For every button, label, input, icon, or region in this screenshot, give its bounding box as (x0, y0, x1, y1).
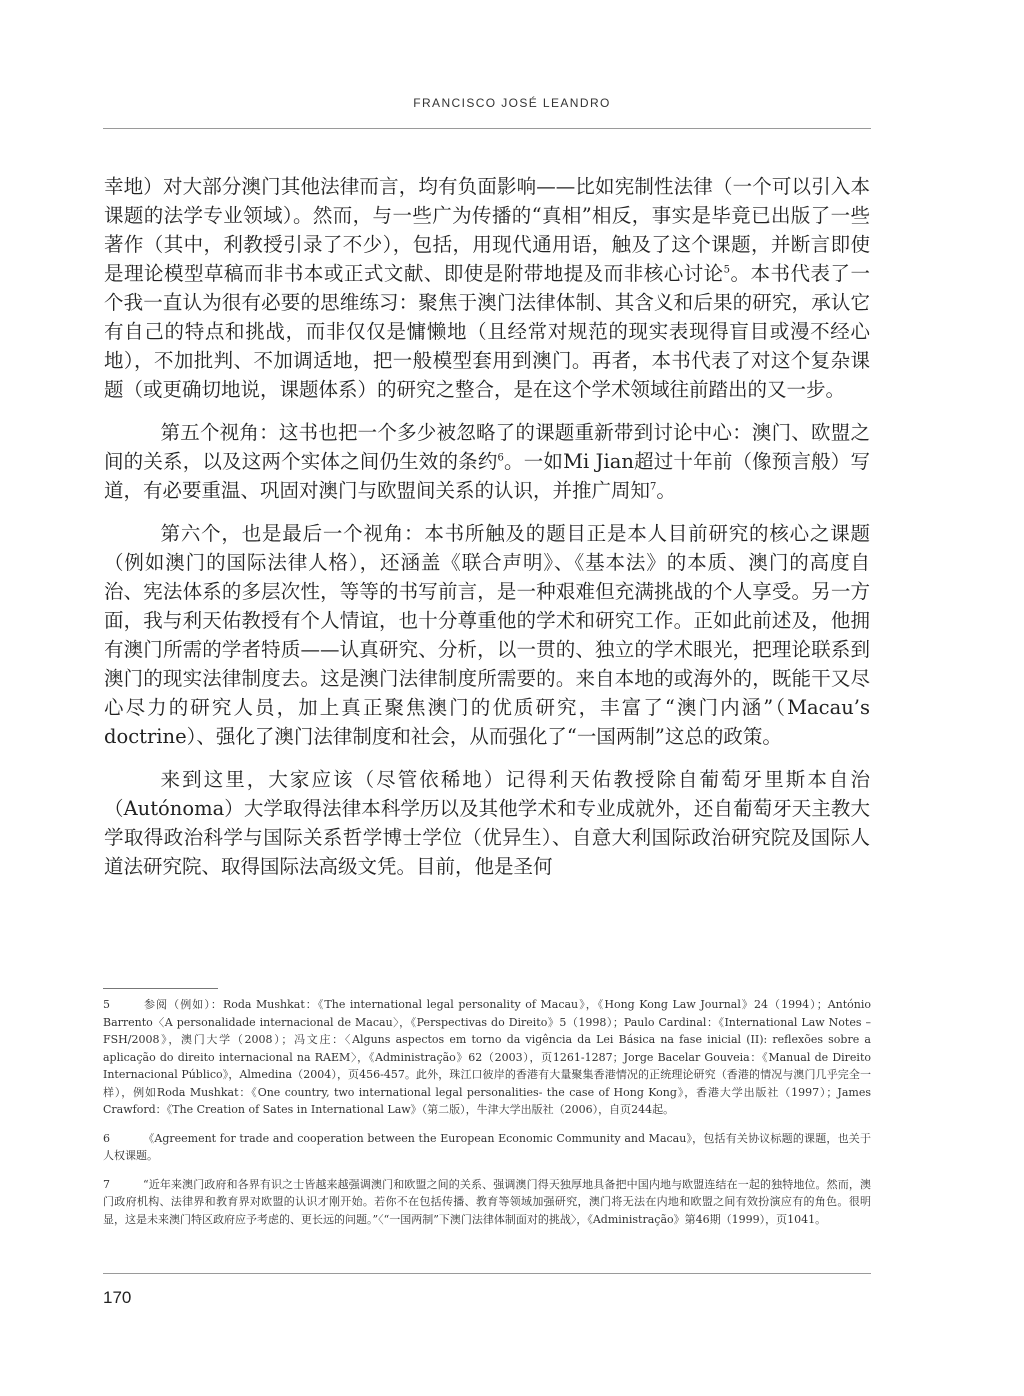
footnotes (103, 996, 871, 1239)
footer-divider (103, 1273, 871, 1274)
paragraph-text: 。一如Mi Jian超过十年前（像预言般）写道，有必要重温、巩固对澳门与欧盟间关系的认识，并推广周知 (104, 450, 870, 502)
paragraph-text: 来到这里，大家应该（尽管依稀地）记得利天佑教授除自葡萄牙里斯本自治（Autónoma）大学取得法律本科学历以及其他学术和专业成就外，还自葡萄牙天主教大学取得政治科学与国际关系哲学博士学位（优异生）、自意大利国际政治研究院及国际人道法研究院、取得国际法高级文凭。目前，他是圣何 (104, 768, 870, 878)
footnote-5 (103, 996, 871, 1119)
page-number: 170 (103, 1288, 132, 1307)
paragraph-3 (104, 519, 870, 751)
main-text (104, 172, 870, 895)
footnote-number: 6 (103, 1131, 110, 1145)
footnote-ref-6[interactable]: 6 (497, 452, 504, 464)
footnote-text: 《Agreement for trade and cooperation between the European Economic Community and Macau》，包括有关协议标题的课题，也关于人权课题。 (103, 1131, 871, 1162)
running-header: FRANCISCO JOSÉ LEANDRO (413, 96, 611, 110)
paragraph-4 (104, 765, 870, 881)
footnote-number: 7 (103, 1177, 110, 1191)
footnote-number: 5 (103, 998, 110, 1011)
paragraph-1 (104, 172, 870, 404)
footnote-text: “近年来澳门政府和各界有识之士皆越来越强调澳门和欧盟之间的关系、强调澳门得天独厚地具备把中国内地与欧盟连结在一起的独特地位。然而，澳门政府机构、法律界和教育界对欧盟的认识才刚开始。若你不在包括传播、教育等领域加强研究，澳门将无法在内地和欧盟之间有效扮演应有的角色。很明显，这是未来澳门特区政府应予考虑的、更长远的问题。”〈“一国两制”下澳门法律体制面对的挑战〉，《Administração》第46期（1999），页1041。 (103, 1177, 871, 1226)
paragraph-text: 幸地）对大部分澳门其他法律而言，均有负面影响——比如宪制性法律（一个可以引入本课题的法学专业领域）。然而，与一些广为传播的“真相”相反，事实是毕竟已出版了一些著作（其中，利教授引录了不少），包括，用现代通用语，触及了这个课题，并断言即使是理论模型草稿而非书本或正式文献、即使是附带地提及而非核心讨论 (104, 175, 870, 285)
paragraph-text: 第五个视角：这书也把一个多少被忽略了的课题重新带到讨论中心：澳门、欧盟之间的关系，以及这两个实体之间仍生效的条约 (104, 421, 870, 473)
paragraph-text: 。本书代表了一个我一直认为很有必要的思维练习：聚焦于澳门法律体制、其含义和后果的研究，承认它有自己的特点和挑战，而非仅仅是慵懒地（且经常对规范的现实表现得盲目或漫不经心地），不加批判、不加调适地，把一般模型套用到澳门。再者，本书代表了对这个复杂课题（或更确切地说，课题体系）的研究之整合，是在这个学术领域往前踏出的又一步。 (104, 262, 870, 401)
footnote-ref-7[interactable]: 7 (650, 481, 657, 493)
paragraph-text: 第六个，也是最后一个视角：本书所触及的题目正是本人目前研究的核心之课题（例如澳门的国际法律人格），还涵盖《联合声明》、《基本法》的本质、澳门的高度自治、宪法体系的多层次性，等等的书写前言，是一种艰难但充满挑战的个人享受。另一方面，我与利天佑教授有个人情谊，也十分尊重他的学术和研究工作。正如此前述及，他拥有澳门所需的学者特质——认真研究、分析，以一贯的、独立的学术眼光，把理论联系到澳门的现实法律制度去。这是澳门法律制度所需要的。来自本地的或海外的，既能干又尽心尽力的研究人员，加上真正聚焦澳门的优质研究，丰富了“澳门内涵”（Macau’s doctrine）、强化了澳门法律制度和社会，从而强化了“一国两制”这总的政策。 (104, 522, 870, 748)
footnote-separator (103, 988, 218, 989)
footnote-text: 参阅（例如）：Roda Mushkat：《The international legal personality of Macau》，《Hong Kong Law Journal》24（1994）；António Barrento〈A personalidade internacional de Macau〉，《Perspectivas do Direito》5（1998）；Paulo Cardinal：《International Law Notes – FSH/2008》，澳门大学（2008）；冯文庄：〈Alguns aspectos em torno da vigência da Lei Básica na fase inicial (II): reflexões sobre a aplicação do direito internacional na RAEM〉，《Administração》62（2003），页1261-1287；Jorge Bacelar Gouveia：《Manual de Direito Internacional Público》，Almedina（2004），页456-457。此外，珠江口彼岸的香港有大量聚集香港情况的正统理论研究（香港的情况与澳门几乎完全一样），例如Roda Mushkat：《One country, two international legal personalities- the case of Hong Kong》，香港大学出版社（1997）；James Crawford：《The Creation of Sates in International Law》（第二版），牛津大学出版社（2006），自页244起。 (103, 998, 871, 1116)
header-divider (103, 128, 871, 129)
footnote-ref-5[interactable]: 5 (723, 264, 731, 276)
footnote-7 (103, 1176, 871, 1229)
footnote-6 (103, 1130, 871, 1165)
paragraph-text: 。 (656, 479, 676, 502)
paragraph-2 (104, 418, 870, 505)
